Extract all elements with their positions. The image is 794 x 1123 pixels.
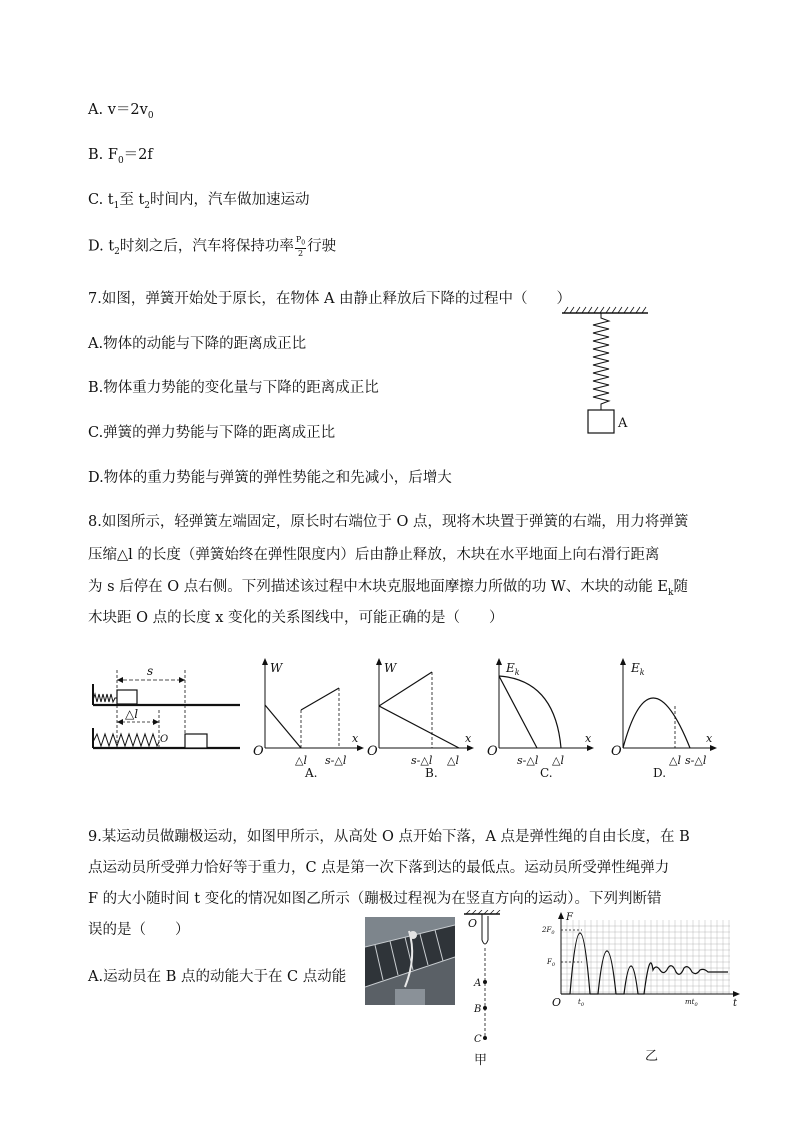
yi-oscillation (638, 963, 728, 994)
dl-arrowhead-left (117, 719, 123, 725)
jumper-figure (409, 931, 417, 939)
s-arrowhead-left (117, 677, 123, 683)
q6-option-c-text: C. t (88, 192, 114, 208)
graph-b-line-1 (379, 706, 459, 748)
yi-mt0-text: mt (685, 998, 695, 1006)
graph-a-tick-sdl: s-△l (325, 754, 347, 767)
q9-line-1: 9.某运动员做蹦极运动，如图甲所示，从高处 O 点开始下落，A 点是弹性绳的自由长度，在 B (88, 829, 690, 845)
q6-option-d-text: D. t (88, 238, 115, 255)
natural-spring (93, 734, 159, 746)
jia-o-label: O (468, 917, 478, 930)
yi-mt0-sub: 0 (694, 1002, 698, 1008)
fraction-denominator: 2 (297, 248, 304, 258)
q8-line-1: 8.如图所示，轻弹簧左端固定，原长时右端位于 O 点，现将木块置于弹簧的右端，用力将弹簧 (88, 514, 689, 530)
power-fraction (295, 235, 306, 258)
q7-option-c: C.弹簧的弹力势能与下降的距离成正比 (88, 425, 336, 441)
yi-origin: O (552, 996, 562, 1009)
jia-point-a (483, 980, 487, 984)
yi-f0-sub: 0 (551, 962, 556, 968)
graph-c (487, 658, 594, 780)
graph-b-option-label: B. (425, 766, 438, 780)
graph-a-tick-dl: △l (295, 754, 307, 767)
fraction-numerator: P (295, 235, 302, 244)
yi-t-label: t (733, 998, 738, 1009)
jia-cord (482, 914, 488, 944)
graph-c-tick-sdl: s-△l (517, 754, 539, 767)
spring-setup (93, 664, 240, 750)
jia-b-label: B (474, 1004, 482, 1015)
o-label: O (160, 734, 169, 745)
q8-line-3-post: 随 (673, 579, 688, 595)
ceiling-hatch (564, 307, 646, 313)
graph-a-w-label: W (270, 661, 283, 675)
graph-c-ek-sub: k (514, 668, 520, 677)
q6-option-b-post: ＝2f (123, 147, 153, 163)
q6-option-d-mid: 时刻之后，汽车将保持功率 (119, 238, 294, 255)
graph-c-ek-text: E (506, 661, 515, 675)
q6-option-d-sub: 2 (114, 247, 120, 258)
bungee-photo (365, 917, 455, 1005)
graph-b-tick-dl: △l (447, 754, 459, 767)
jia-point-b (483, 1006, 487, 1010)
yi-2f0-label (541, 926, 555, 936)
yi-caption: 乙 (645, 1049, 659, 1064)
yi-2f0-text: 2F (542, 926, 552, 934)
graph-d-x-label: x (706, 732, 713, 745)
q9-line-2: 点运动员所受弹力恰好等于重力，C 点是第一次下落到达的最低点。运动员所受弹性绳弹力 (88, 860, 670, 876)
block-start (117, 690, 137, 704)
yi-t0-label (578, 998, 585, 1008)
block-end (185, 734, 207, 748)
graph-d-ek-sub: k (639, 668, 645, 677)
graph-c-x-label: x (585, 732, 592, 745)
q8-line-3-text: 为 s 后停在 O 点右侧。下列描述该过程中木块克服地面摩擦力所做的功 W、木块的动能 E (88, 579, 668, 595)
graph-b-x-label: x (465, 732, 472, 745)
q8-line-3 (88, 577, 688, 603)
q6-option-d (88, 235, 336, 262)
q6-option-b-sub: 0 (117, 155, 124, 166)
graph-a-x-label: x (352, 732, 359, 745)
jia-c-label: C (474, 1034, 482, 1045)
jia-a-label: A (474, 978, 482, 989)
yi-2f0-sub: 0 (551, 930, 555, 936)
q7-option-a: A.物体的动能与下降的距离成正比 (88, 336, 307, 352)
graph-c-option-label: C. (540, 766, 553, 780)
graph-b-origin: O (367, 744, 378, 759)
graph-d (611, 658, 717, 780)
yi-mt0-label (685, 998, 698, 1008)
q9-line-3: F 的大小随时间 t 变化的情况如图乙所示（蹦极过程视为在竖直方向的运动）。下列判断错 (88, 891, 662, 907)
graph-d-ek-label (630, 661, 645, 677)
q6-option-c-mid: 至 t (119, 192, 145, 208)
yi-f0-label (546, 958, 556, 968)
q8-line-2: 压缩△l 的长度（弹簧始终在弹性限度内）后由静止释放，木块在水平地面上向右滑行距离 (88, 547, 660, 563)
q8-line-3-sub: k (667, 587, 674, 598)
q8-figure (85, 650, 730, 790)
yi-graph (540, 908, 745, 1068)
q6-option-c-sub2: 2 (144, 200, 151, 211)
yi-f0-text: F (547, 958, 552, 966)
graph-b-tick-sdl: s-△l (411, 754, 433, 767)
q7-option-b: B.物体重力势能的变化量与下降的距离成正比 (88, 380, 379, 396)
jia-point-c (483, 1036, 487, 1040)
yi-t0-text: t (578, 998, 581, 1006)
graph-b-w-label: W (384, 661, 397, 675)
graph-d-tick-sdl: s-△l (685, 754, 707, 767)
graph-d-option-label: D. (653, 766, 667, 780)
graph-c-ek-label (505, 661, 520, 677)
vertical-spring (593, 313, 609, 410)
compressed-spring (93, 694, 117, 702)
graph-d-curve (623, 698, 690, 748)
q6-option-b (88, 145, 153, 171)
s-label: s (147, 664, 154, 678)
graph-b (367, 658, 474, 780)
graph-a-line-2 (301, 688, 339, 710)
graph-c-origin: O (487, 744, 498, 759)
q6-option-d-post: 行驶 (307, 238, 337, 255)
q8-line-4: 木块距 O 点的长度 x 变化的关系图线中，可能正确的是（ ） (88, 610, 504, 626)
q6-option-b-text: B. F (88, 147, 118, 163)
s-arrowhead-right (179, 677, 185, 683)
graph-a-origin: O (253, 744, 264, 759)
q6-option-a-sub: 0 (147, 110, 154, 121)
graph-a-line-1 (265, 705, 301, 748)
graph-a-option-label: A. (305, 766, 318, 780)
jia-diagram (460, 910, 505, 1070)
yi-f-label: F (566, 912, 573, 923)
q6-option-a-text: A. v＝2v (88, 102, 148, 118)
q7-stem: 7.如图，弹簧开始处于原长，在物体 A 由静止释放后下降的过程中（ ） (88, 291, 572, 307)
graph-a (253, 658, 364, 780)
q6-option-c-sub1: 1 (113, 200, 120, 211)
block-a-label: A (618, 416, 628, 431)
q9-line-4: 误的是（ ） (88, 922, 190, 938)
q6-option-c-post: 时间内，汽车做加速运动 (150, 192, 310, 208)
fraction-numerator-sub: 0 (301, 239, 306, 247)
dl-arrowhead-right (153, 719, 159, 725)
graph-c-tick-dl: △l (552, 754, 564, 767)
graph-d-ek-text: E (631, 661, 640, 675)
q6-option-a (88, 100, 154, 126)
graph-c-curve (499, 676, 561, 748)
graph-d-tick-dl: △l (669, 754, 681, 767)
block-a (588, 410, 614, 433)
q7-spring-figure (558, 302, 658, 442)
graph-d-origin: O (611, 744, 622, 759)
yi-t0-sub: 0 (580, 1002, 585, 1008)
q9-option-a: A.运动员在 B 点的动能大于在 C 点动能 (88, 969, 347, 985)
graph-b-line-2 (379, 672, 432, 706)
q7-option-d: D.物体的重力势能与弹簧的弹性势能之和先减小，后增大 (88, 470, 452, 486)
jia-caption: 甲 (474, 1053, 488, 1068)
q6-option-c (88, 190, 310, 216)
dl-label: △l (125, 707, 139, 721)
